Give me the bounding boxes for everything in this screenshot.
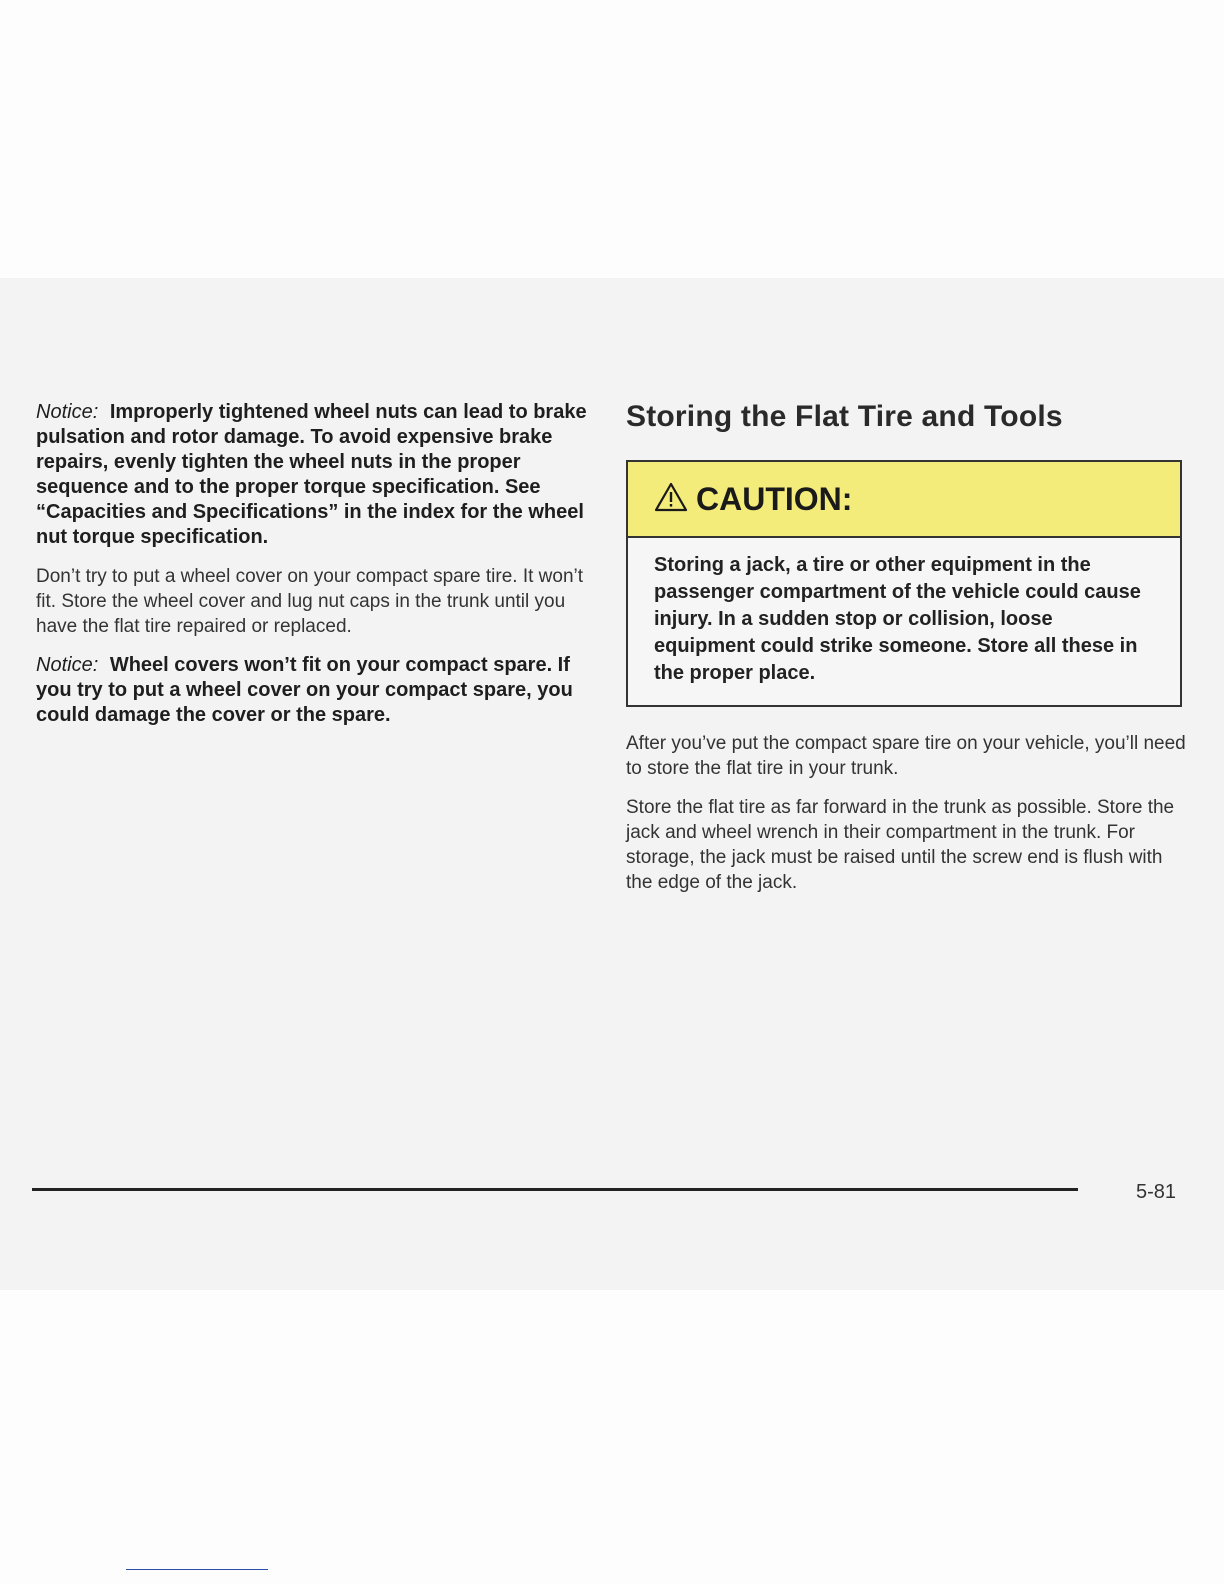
notice-label: Notice: bbox=[36, 654, 99, 676]
caution-text: Storing a jack, a tire or other equipment in the passenger compartment of the vehicle could cause injury. In a sudden stop or collision, loose equipment could strike someone. Store all these in the proper place. bbox=[628, 538, 1180, 705]
section-title: Storing the Flat Tire and Tools bbox=[626, 400, 1063, 433]
paragraph-store-jack: Store the flat tire as far forward in the trunk as possible. Store the jack and wheel wrench in their compartment in the trunk. For storage, the jack must be raised until the screw end is flush with the edge of the jack. bbox=[626, 797, 1175, 893]
footer-rule bbox=[32, 1188, 1078, 1191]
link-underline bbox=[126, 1569, 268, 1570]
left-column bbox=[36, 400, 596, 742]
paragraph-store-flat-tire: After you’ve put the compact spare tire on your vehicle, you’ll need to store the flat tire in your trunk. bbox=[626, 733, 1186, 779]
warning-triangle-icon bbox=[654, 482, 688, 517]
notice-text: Wheel covers won’t fit on your compact spare. If you try to put a wheel cover on your compact spare, you could damage the cover or the spare. bbox=[36, 654, 573, 726]
notice-wheel-nuts bbox=[36, 400, 596, 550]
caution-header bbox=[628, 462, 1180, 538]
notice-text: Improperly tightened wheel nuts can lead to brake pulsation and rotor damage. To avoid expensive brake repairs, evenly tighten the wheel nuts in the proper sequence and to the proper torque specification. See “Capacities and Specifications” in the index for the wheel nut torque specification. bbox=[36, 401, 587, 548]
notice-wheel-covers bbox=[36, 653, 596, 728]
caution-title: CAUTION: bbox=[696, 480, 853, 517]
right-column bbox=[626, 400, 1186, 909]
notice-label: Notice: bbox=[36, 401, 99, 423]
paragraph-wheel-cover: Don’t try to put a wheel cover on your compact spare tire. It won’t fit. Store the wheel cover and lug nut caps in the trunk until you have the flat tire repaired or replaced. bbox=[36, 566, 584, 637]
caution-box bbox=[626, 460, 1182, 707]
page-number: 5-81 bbox=[1136, 1181, 1177, 1203]
